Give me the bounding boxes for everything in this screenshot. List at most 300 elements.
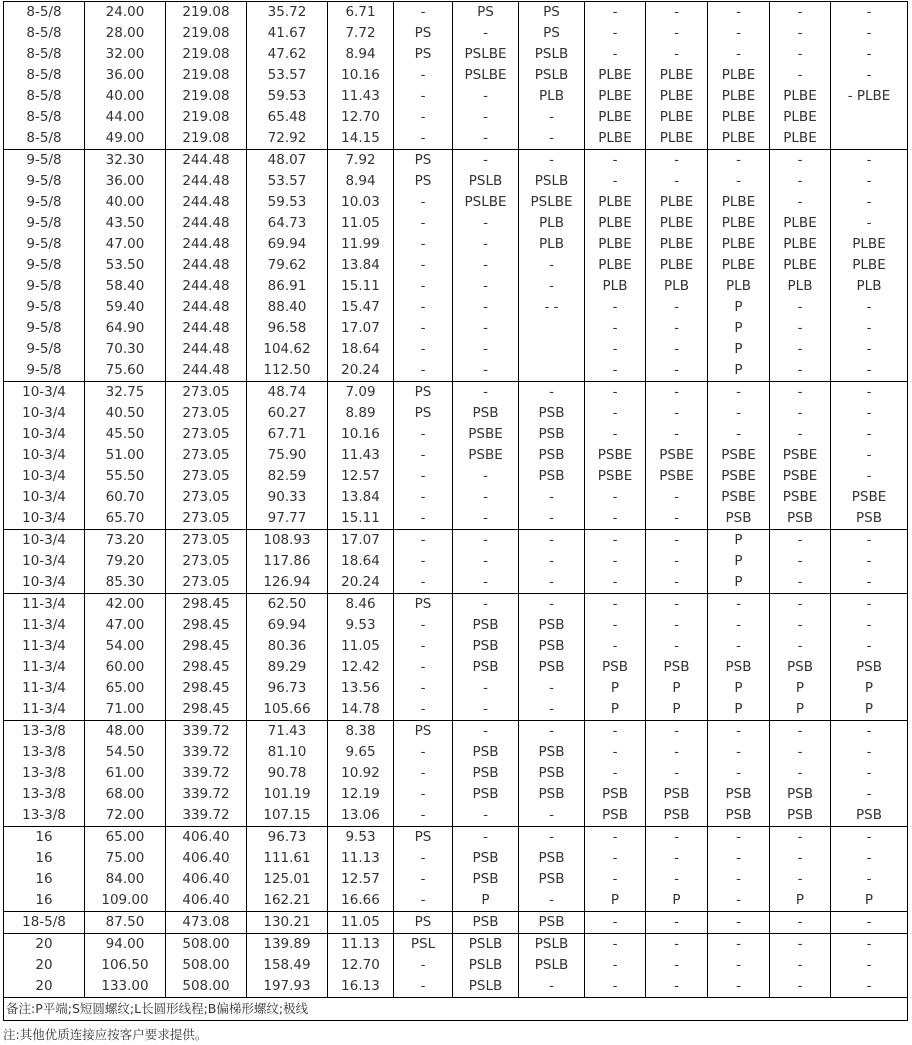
table-cell: PLB [519, 234, 585, 255]
table-cell: 298.45 [166, 615, 247, 636]
table-cell: PSB [453, 615, 519, 636]
table-row [4, 150, 908, 172]
table-row [4, 65, 908, 86]
table-cell: 42.00 [85, 594, 166, 616]
table-cell: P [585, 699, 646, 721]
table-cell: 9-5/8 [4, 339, 85, 360]
table-row [4, 827, 908, 849]
table-cell: - [646, 23, 708, 44]
table-cell: - [453, 297, 519, 318]
table-cell: - [585, 382, 646, 404]
table-cell: 8.89 [328, 403, 394, 424]
table-cell: - [585, 487, 646, 508]
table-cell: 11.05 [328, 912, 394, 934]
table-cell: PLB [519, 86, 585, 107]
table-cell: 72.00 [85, 805, 166, 827]
table-cell: 47.62 [247, 44, 328, 65]
table-cell: 20.24 [328, 360, 394, 382]
table-cell: PSB [519, 403, 585, 424]
table-cell: - [585, 508, 646, 530]
table-cell: - [770, 721, 831, 743]
table-cell: PLBE [708, 213, 770, 234]
table-cell: 90.33 [247, 487, 328, 508]
table-cell: P [585, 890, 646, 912]
table-cell: 71.00 [85, 699, 166, 721]
table-cell: 508.00 [166, 976, 247, 998]
table-cell: PS [519, 23, 585, 44]
table-cell: - [453, 276, 519, 297]
table-cell: 17.07 [328, 318, 394, 339]
table-cell: - [453, 382, 519, 404]
table-cell: 18-5/8 [4, 912, 85, 934]
table-cell: - [831, 594, 908, 616]
table-cell: PSB [519, 445, 585, 466]
table-cell: PSB [453, 784, 519, 805]
table-cell: - [831, 869, 908, 890]
table-cell: 298.45 [166, 678, 247, 699]
table-cell: - [394, 848, 453, 869]
table-cell: - [646, 955, 708, 976]
table-cell: 16 [4, 827, 85, 849]
table-cell: PLBE [646, 192, 708, 213]
table-row [4, 805, 908, 827]
table-cell: 35.72 [247, 2, 328, 24]
table-cell: PSLBE [519, 192, 585, 213]
table-cell: 16.66 [328, 890, 394, 912]
table-cell: 10-3/4 [4, 487, 85, 508]
table-cell: 32.30 [85, 150, 166, 172]
table-cell: 8-5/8 [4, 128, 85, 150]
table-cell: 17.07 [328, 530, 394, 552]
table-cell: - [770, 551, 831, 572]
table-body [4, 2, 908, 998]
table-cell: - [770, 297, 831, 318]
table-cell: - [394, 784, 453, 805]
table-cell: 18.64 [328, 339, 394, 360]
table-cell: 58.40 [85, 276, 166, 297]
table-cell: 8-5/8 [4, 44, 85, 65]
table-cell: - [831, 403, 908, 424]
table-cell: PS [394, 827, 453, 849]
table-cell: 65.48 [247, 107, 328, 128]
table-cell: 106.50 [85, 955, 166, 976]
table-cell: - [770, 934, 831, 956]
table-cell: - [831, 360, 908, 382]
table-cell: - [646, 44, 708, 65]
table-cell: 60.27 [247, 403, 328, 424]
table-cell: P [708, 551, 770, 572]
table-cell: 298.45 [166, 636, 247, 657]
table-cell: 112.50 [247, 360, 328, 382]
table-cell: PSBE [646, 445, 708, 466]
table-cell: PLBE [708, 107, 770, 128]
table-cell: - [453, 86, 519, 107]
table-cell: - [585, 150, 646, 172]
table-cell: 53.57 [247, 171, 328, 192]
table-cell: - [646, 594, 708, 616]
table-cell: 85.30 [85, 572, 166, 594]
table-cell: - [770, 530, 831, 552]
table-cell: 9-5/8 [4, 360, 85, 382]
table-cell: - [519, 594, 585, 616]
table-cell: - [585, 912, 646, 934]
table-cell: - [831, 721, 908, 743]
table-cell: PLBE [708, 255, 770, 276]
table-cell: PLBE [585, 255, 646, 276]
footnote: 注:其他优质连接应按客户要求提供。 [3, 1027, 208, 1042]
table-cell: - [453, 827, 519, 849]
table-cell: - [394, 487, 453, 508]
table-cell: P [770, 699, 831, 721]
table-row [4, 636, 908, 657]
table-row [4, 869, 908, 890]
table-cell: PS [394, 23, 453, 44]
table-row [4, 934, 908, 956]
table-cell: 13.84 [328, 487, 394, 508]
table-cell: 65.00 [85, 678, 166, 699]
table-cell: PLBE [646, 128, 708, 150]
table-cell: P [770, 678, 831, 699]
table-cell: - [519, 150, 585, 172]
table-cell: 59.40 [85, 297, 166, 318]
table-cell: - [453, 23, 519, 44]
table-cell: - [770, 615, 831, 636]
table-cell: PSLBE [453, 65, 519, 86]
table-cell: PSB [708, 508, 770, 530]
table-cell: 339.72 [166, 784, 247, 805]
table-cell: 9-5/8 [4, 318, 85, 339]
table-cell: PSB [519, 763, 585, 784]
table-cell: - [585, 424, 646, 445]
table-cell: 7.09 [328, 382, 394, 404]
table-row [4, 657, 908, 678]
table-cell: - [708, 2, 770, 24]
table-cell: PLBE [646, 107, 708, 128]
table-cell: - [453, 466, 519, 487]
table-cell: PS [394, 721, 453, 743]
table-cell: - [831, 2, 908, 24]
table-cell: PSB [519, 615, 585, 636]
table-cell: - [394, 466, 453, 487]
table-cell: - [708, 721, 770, 743]
table-cell: - [646, 487, 708, 508]
table-cell: 117.86 [247, 551, 328, 572]
table-cell: - [585, 763, 646, 784]
table-cell: - [770, 65, 831, 86]
table-cell: 71.43 [247, 721, 328, 743]
table-cell: 13-3/8 [4, 763, 85, 784]
table-cell: - [585, 171, 646, 192]
table-cell: - [831, 636, 908, 657]
table-cell: 10-3/4 [4, 508, 85, 530]
table-cell: - [453, 150, 519, 172]
table-cell: 41.67 [247, 23, 328, 44]
table-cell: 273.05 [166, 487, 247, 508]
table-cell: 11-3/4 [4, 594, 85, 616]
table-cell: 15.11 [328, 276, 394, 297]
table-row [4, 912, 908, 934]
table-cell: - [646, 869, 708, 890]
table-cell: 508.00 [166, 934, 247, 956]
table-cell: 51.00 [85, 445, 166, 466]
table-row [4, 424, 908, 445]
table-cell: - [646, 382, 708, 404]
table-cell: PSB [770, 508, 831, 530]
table-cell: 53.57 [247, 65, 328, 86]
table-cell: 273.05 [166, 466, 247, 487]
table-cell: 244.48 [166, 360, 247, 382]
table-cell: 11-3/4 [4, 678, 85, 699]
table-cell: 133.00 [85, 976, 166, 998]
table-row [4, 976, 908, 998]
table-cell: 244.48 [166, 255, 247, 276]
table-row [4, 192, 908, 213]
table-cell: - [646, 848, 708, 869]
table-cell: 47.00 [85, 234, 166, 255]
table-cell: 14.78 [328, 699, 394, 721]
table-cell: - [585, 403, 646, 424]
table-cell: 96.73 [247, 678, 328, 699]
table-cell: - [770, 869, 831, 890]
table-cell: - [770, 594, 831, 616]
table-cell: 60.00 [85, 657, 166, 678]
table-cell: - [394, 678, 453, 699]
table-cell: 298.45 [166, 699, 247, 721]
table-cell: 244.48 [166, 297, 247, 318]
table-cell: 86.91 [247, 276, 328, 297]
table-cell: - [831, 297, 908, 318]
table-cell: 64.73 [247, 213, 328, 234]
table-cell: PSBE [708, 445, 770, 466]
table-cell: PS [453, 2, 519, 24]
table-cell: PSB [519, 869, 585, 890]
table-cell: - [519, 976, 585, 998]
table-cell: PLBE [831, 255, 908, 276]
table-cell: P [708, 318, 770, 339]
table-cell: 244.48 [166, 339, 247, 360]
table-cell: PS [394, 150, 453, 172]
table-cell: 273.05 [166, 382, 247, 404]
table-cell: - [585, 360, 646, 382]
table-cell: - [646, 339, 708, 360]
table-cell: - [394, 508, 453, 530]
table-cell: - [519, 805, 585, 827]
table-cell: P [770, 890, 831, 912]
table-cell: - [770, 2, 831, 24]
table-cell: - [585, 339, 646, 360]
table-cell: 11.13 [328, 848, 394, 869]
table-cell: 81.10 [247, 742, 328, 763]
table-cell: 273.05 [166, 445, 247, 466]
table-cell: 244.48 [166, 213, 247, 234]
table-cell: - [770, 424, 831, 445]
table-row [4, 848, 908, 869]
table-cell: 75.90 [247, 445, 328, 466]
table-cell: P [708, 572, 770, 594]
table-cell: - [585, 551, 646, 572]
table-cell: 47.00 [85, 615, 166, 636]
table-cell: 101.19 [247, 784, 328, 805]
table-cell: 20 [4, 976, 85, 998]
table-cell: - [585, 44, 646, 65]
table-row [4, 699, 908, 721]
table-cell: 65.70 [85, 508, 166, 530]
table-cell: PLB [519, 213, 585, 234]
table-cell: - [585, 636, 646, 657]
table-cell: - [394, 636, 453, 657]
table-cell: 339.72 [166, 721, 247, 743]
table-cell: - [453, 107, 519, 128]
table-cell: 13-3/8 [4, 784, 85, 805]
table-cell: - [708, 827, 770, 849]
table-cell: 13.06 [328, 805, 394, 827]
table-cell: - [394, 551, 453, 572]
table-cell: 7.72 [328, 23, 394, 44]
table-cell: 9-5/8 [4, 192, 85, 213]
table-cell: - [831, 934, 908, 956]
table-cell: 8-5/8 [4, 86, 85, 107]
table-cell: - [646, 615, 708, 636]
table-cell: - [770, 44, 831, 65]
table-row [4, 107, 908, 128]
table-cell: 9-5/8 [4, 150, 85, 172]
table-cell: PSB [708, 784, 770, 805]
table-cell: - [453, 699, 519, 721]
table-cell: PS [394, 382, 453, 404]
table-cell: - [770, 339, 831, 360]
table-cell: 28.00 [85, 23, 166, 44]
table-cell: PS [394, 171, 453, 192]
table-cell: - [519, 255, 585, 276]
table-cell: - [394, 976, 453, 998]
table-cell: - [394, 107, 453, 128]
table-cell: - [646, 827, 708, 849]
table-cell: - [770, 763, 831, 784]
table-cell: 13.84 [328, 255, 394, 276]
table-cell: 6.71 [328, 2, 394, 24]
table-cell: - [453, 594, 519, 616]
table-cell: - [646, 424, 708, 445]
table-cell: PSB [519, 424, 585, 445]
table-cell: - [708, 594, 770, 616]
table-cell: PSB [453, 912, 519, 934]
table-row [4, 234, 908, 255]
table-row [4, 487, 908, 508]
table-cell: 219.08 [166, 2, 247, 24]
table-cell: PLB [831, 276, 908, 297]
table-cell: - [831, 192, 908, 213]
table-cell: - [708, 848, 770, 869]
table-cell: PLBE [585, 128, 646, 150]
table-cell: - [770, 23, 831, 44]
table-cell: PSBE [708, 487, 770, 508]
table-cell: 339.72 [166, 763, 247, 784]
table-cell: - [394, 234, 453, 255]
table-cell: - [585, 297, 646, 318]
table-cell: 69.94 [247, 615, 328, 636]
table-cell: - [646, 721, 708, 743]
table-cell: PSB [519, 466, 585, 487]
table-cell: PSB [519, 742, 585, 763]
table-cell: - [646, 742, 708, 763]
table-cell: - [394, 213, 453, 234]
table-cell: 13-3/8 [4, 742, 85, 763]
table-cell: P [831, 890, 908, 912]
table-cell: 10-3/4 [4, 466, 85, 487]
table-cell: 10.16 [328, 65, 394, 86]
table-cell: - [519, 551, 585, 572]
table-cell: 49.00 [85, 128, 166, 150]
table-cell: PSBE [646, 466, 708, 487]
table-cell: PLBE [646, 255, 708, 276]
table-cell: 11-3/4 [4, 657, 85, 678]
table-cell: 8.46 [328, 594, 394, 616]
table-cell: - [831, 318, 908, 339]
table-cell: - [453, 551, 519, 572]
table-cell: - [453, 339, 519, 360]
table-cell: 12.42 [328, 657, 394, 678]
table-cell: PLBE [708, 234, 770, 255]
table-cell: - [453, 805, 519, 827]
table-row [4, 213, 908, 234]
table-cell: 11.99 [328, 234, 394, 255]
table-cell: 10-3/4 [4, 530, 85, 552]
table-row [4, 508, 908, 530]
table-cell: - [831, 912, 908, 934]
table-cell: 219.08 [166, 86, 247, 107]
table-cell: - [394, 699, 453, 721]
table-cell: - [646, 912, 708, 934]
table-cell: - [394, 742, 453, 763]
table-row [4, 615, 908, 636]
table-cell: 244.48 [166, 318, 247, 339]
table-cell: - [646, 636, 708, 657]
table-cell: 32.00 [85, 44, 166, 65]
table-cell: P [708, 530, 770, 552]
table-cell [519, 360, 585, 382]
table-cell: - [585, 23, 646, 44]
table-cell: - [394, 360, 453, 382]
table-cell: 54.50 [85, 742, 166, 763]
table-cell: PLBE [708, 192, 770, 213]
table-cell: PLBE [770, 86, 831, 107]
table-cell: 508.00 [166, 955, 247, 976]
table-cell: 219.08 [166, 107, 247, 128]
table-cell: PLBE [708, 65, 770, 86]
table-cell: 48.74 [247, 382, 328, 404]
table-cell: - [585, 827, 646, 849]
table-cell: - [646, 763, 708, 784]
table-cell: - [831, 530, 908, 552]
table-cell: P [646, 890, 708, 912]
table-row [4, 128, 908, 150]
table-cell: 16 [4, 869, 85, 890]
table-cell: - [519, 827, 585, 849]
table-cell: - [708, 424, 770, 445]
table-cell: PLB [708, 276, 770, 297]
table-cell: P [708, 339, 770, 360]
table-cell: 88.40 [247, 297, 328, 318]
table-cell: P [585, 678, 646, 699]
table-cell: PSB [453, 848, 519, 869]
table-cell: - [519, 276, 585, 297]
table-cell: 10.16 [328, 424, 394, 445]
table-row [4, 318, 908, 339]
table-row [4, 171, 908, 192]
table-cell: PS [394, 403, 453, 424]
table-cell: 69.94 [247, 234, 328, 255]
table-cell: - [453, 318, 519, 339]
